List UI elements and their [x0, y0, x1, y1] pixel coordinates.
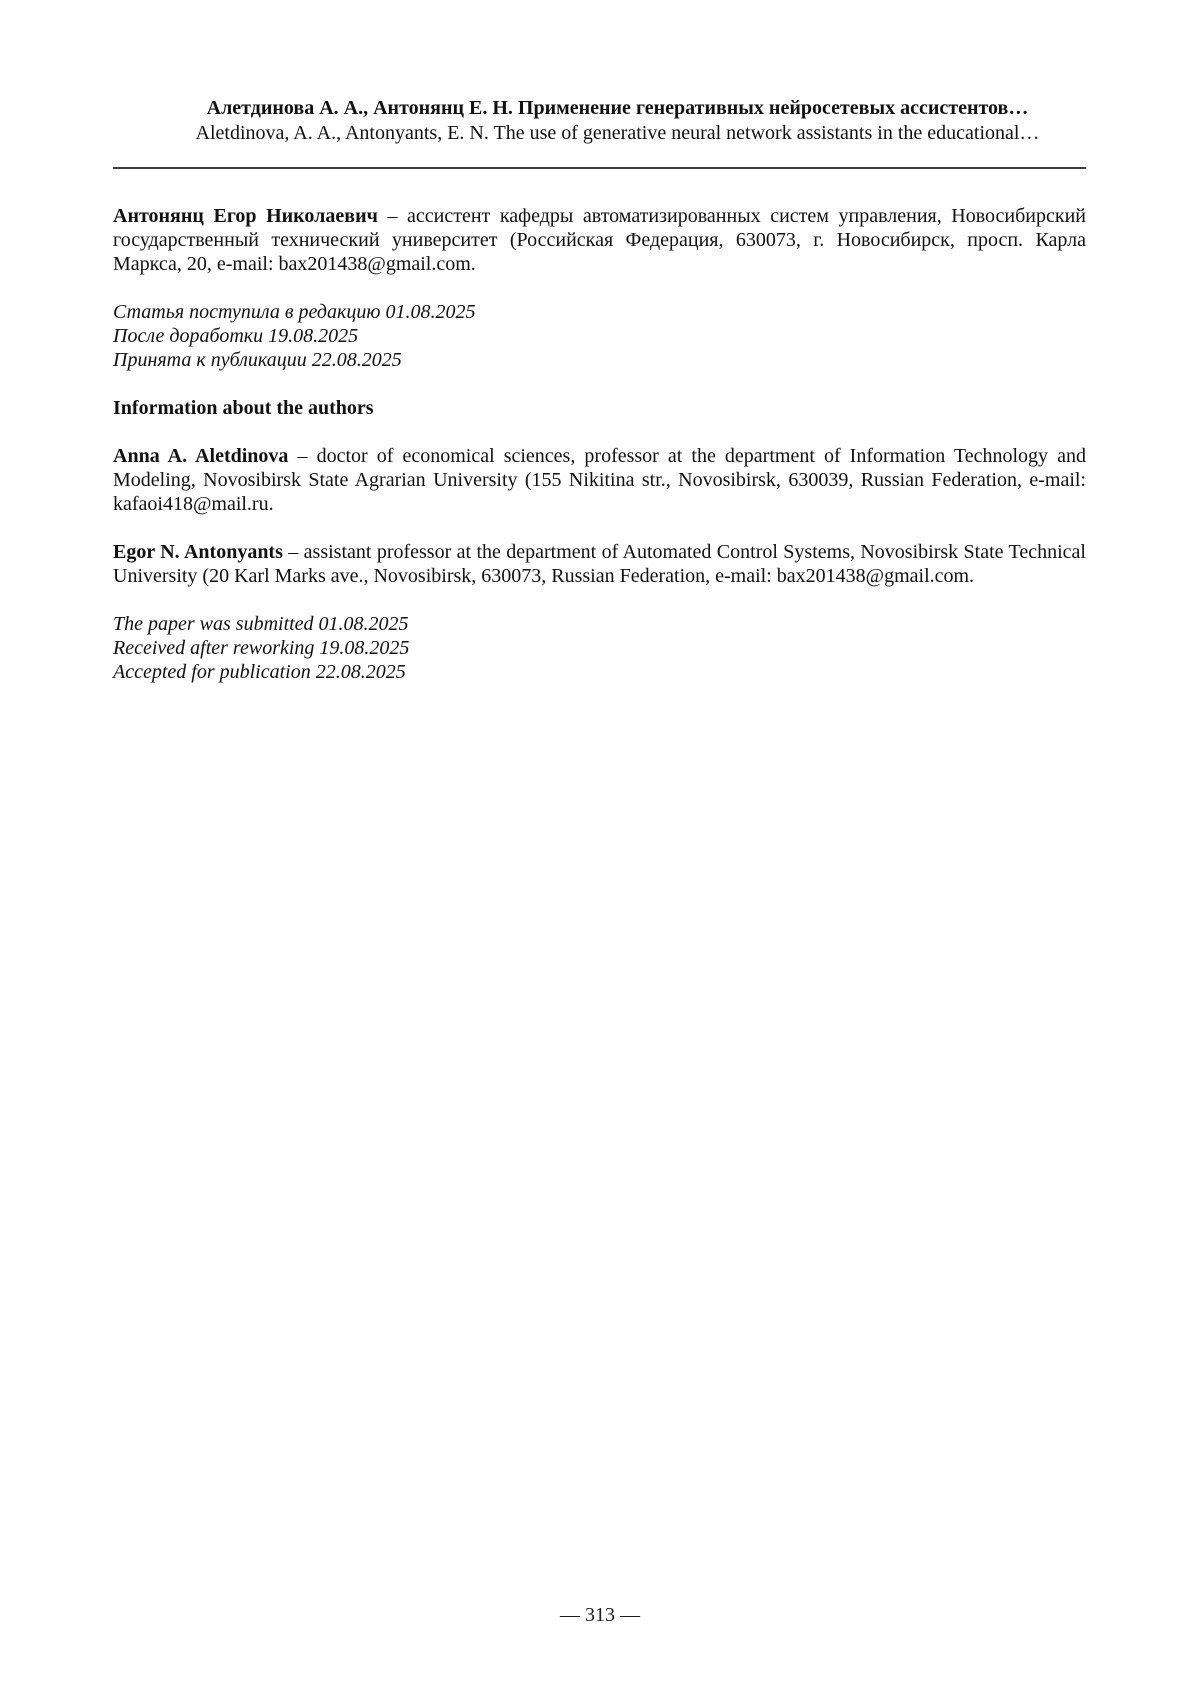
date-line-submitted-en: The paper was submitted 01.08.2025 — [113, 613, 409, 635]
running-head — [113, 96, 1086, 146]
author-bio-aletdinova-text: – doctor of economical sciences, professor at the department of Information Technology and Modeling, Novosibirsk State Agrarian University (155 Nikitina str., Novosibirsk, 630039, Russian Federation, e-mail: kafaoi418@mail.ru. — [113, 445, 1087, 515]
running-head-russian: Алетдинова А. А., Антонянц Е. Н. Применение генеративных нейросетевых ассистентов… — [206, 97, 1029, 119]
author-name-antonyants: Egor N. Antonyants — [113, 541, 283, 563]
running-head-english: Aletdinova, A. A., Antonyants, E. N. The use of generative neural network assistants in the educational… — [195, 122, 1040, 144]
section-heading-authors: Information about the authors — [113, 397, 374, 419]
date-line-submitted-ru: Статья поступила в редакцию 01.08.2025 — [113, 301, 476, 323]
author-bio-en-antonyants — [113, 540, 1086, 588]
date-line-reworked-ru: После доработки 19.08.2025 — [113, 325, 359, 347]
submission-dates-en — [113, 612, 1086, 684]
author-bio-ru-antonyants — [113, 204, 1086, 276]
date-line-accepted-ru: Принята к публикации 22.08.2025 — [113, 349, 402, 371]
date-line-reworked-en: Received after reworking 19.08.2025 — [113, 637, 410, 659]
date-line-accepted-en: Accepted for publication 22.08.2025 — [113, 661, 406, 683]
author-bio-antonyants-text: – assistant professor at the department of Automated Control Systems, Novosibirsk State Technical University (20 Karl Marks ave., Novosibirsk, 630073, Russian Federation, e-mail: bax201438@gmail.com. — [113, 541, 1086, 587]
page-number: — 313 — — [560, 1604, 640, 1626]
author-bio-en-aletdinova — [113, 444, 1086, 516]
header-rule — [113, 167, 1086, 169]
author-name-aletdinova: Anna A. Aletdinova — [113, 445, 289, 467]
submission-dates-ru — [113, 300, 1086, 372]
author-bio-ru-text: – ассистент кафедры автоматизированных систем управления, Новосибирский государственный технический университет (Российская Федерация, 630073, г. Новосибирск, просп. Карла Маркса, 20, e-mail: bax201438@gmail.com. — [113, 205, 1086, 275]
author-name-ru: Антонянц Егор Николаевич — [113, 205, 378, 227]
page-content — [113, 0, 1086, 684]
